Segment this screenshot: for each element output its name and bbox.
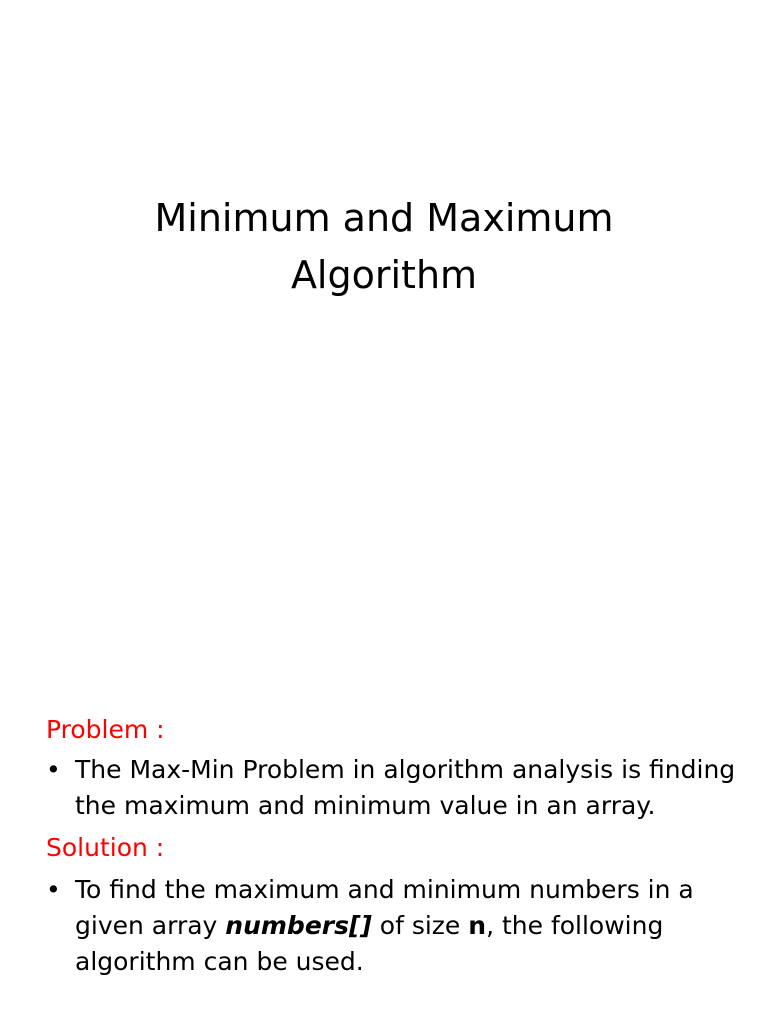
slide-body <box>46 712 736 984</box>
bullet-marker: • <box>46 755 61 784</box>
problem-bullet <box>46 752 736 824</box>
slide-title <box>0 190 768 304</box>
solution-text-part-5: , the following algorithm can be used. <box>75 911 664 976</box>
bullet-marker: • <box>46 875 61 904</box>
solution-heading: Solution : <box>46 833 165 862</box>
slide-title-line-1: Minimum and Maximum <box>154 196 614 240</box>
solution-text-part-3: of size <box>371 911 469 940</box>
size-variable-emphasis: n <box>468 911 487 940</box>
array-name-emphasis: numbers[] <box>225 911 372 940</box>
solution-bullet-text <box>75 875 694 976</box>
slide-title-line-2: Algorithm <box>290 253 478 297</box>
problem-bullet-text: The Max-Min Problem in algorithm analysis is finding the maximum and minimum value in an array. <box>75 755 736 820</box>
solution-text-part-1: To find the maximum and minimum numbers in a given array <box>75 875 694 940</box>
problem-heading: Problem : <box>46 715 165 744</box>
solution-bullet <box>46 872 736 980</box>
